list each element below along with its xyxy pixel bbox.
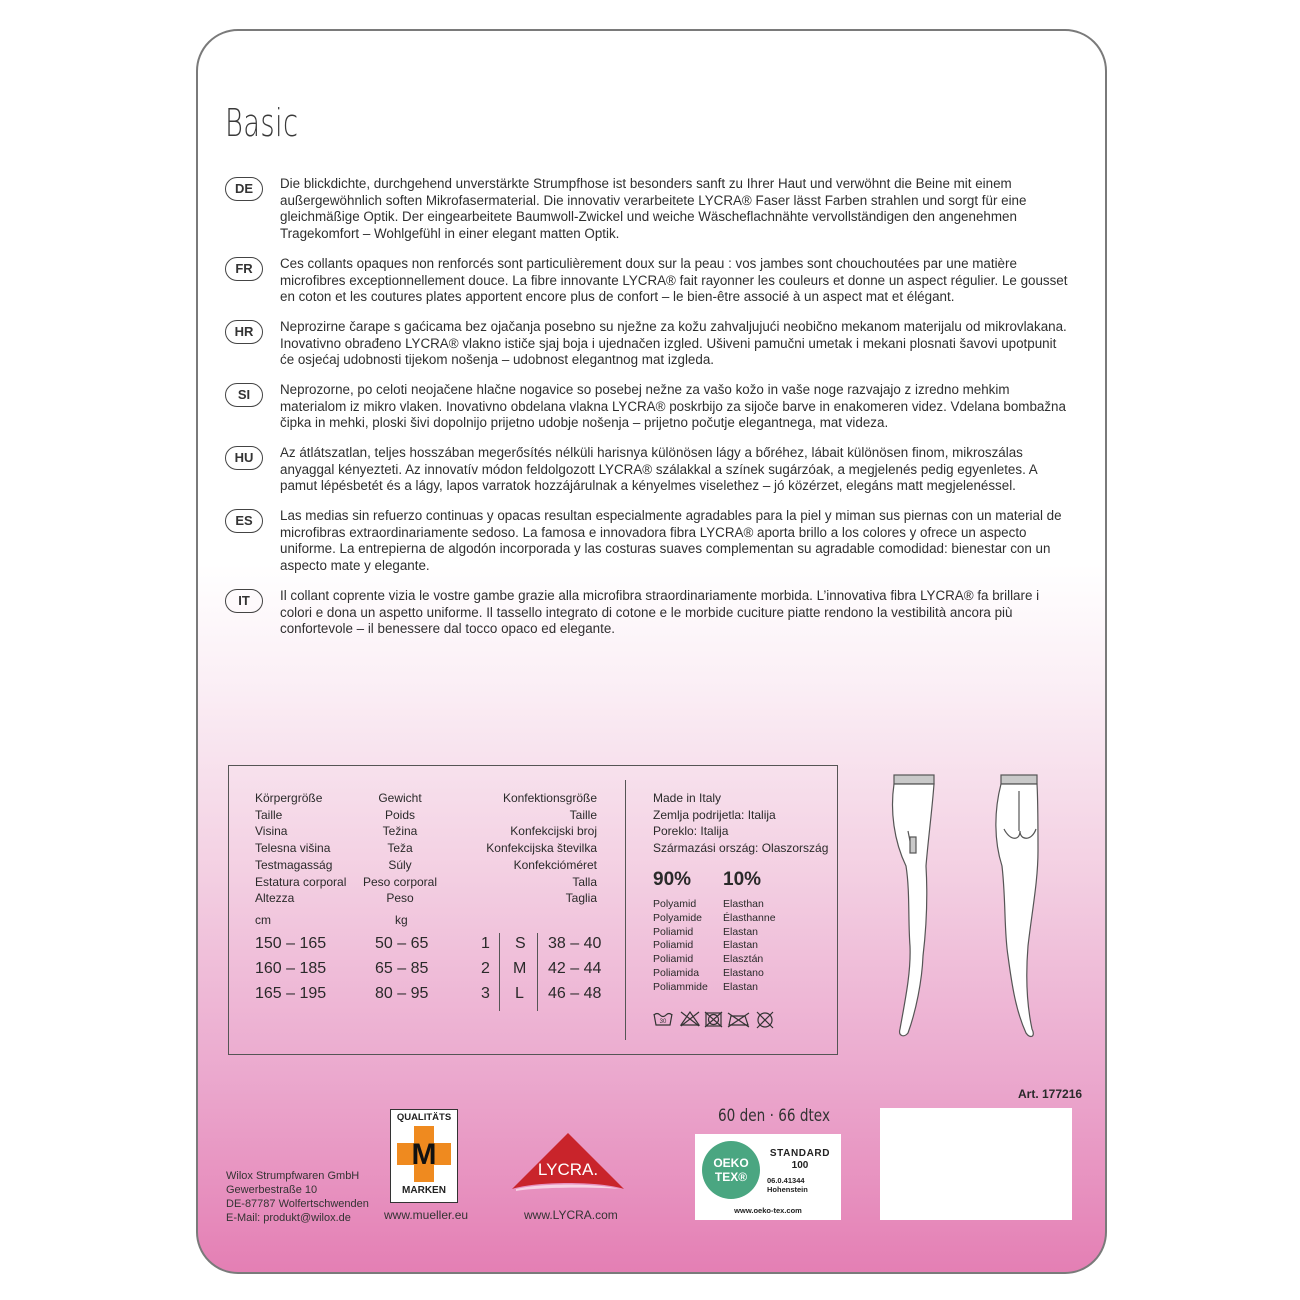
material2-pct: 10% xyxy=(723,869,762,890)
table-divider xyxy=(625,780,626,1040)
care-symbols xyxy=(653,1010,783,1030)
lang-text: Ces collants opaques non renforcés sont particulièrement doux sur la peau : vos jambes sont chouchoutées par une matière microfibres exceptionnellement douce. La fibre innovante LYCRA® fait rayonner les couleurs et donne un aspect régulier. Le gousset en coton et les coutures plates apportent encore plus de confort – le bien-être associé à un aspect mat et élégant. xyxy=(280,256,1068,305)
mueller-cross-icon xyxy=(397,1126,451,1182)
lang-text: Die blickdichte, durchgehend unverstärkte Strumpfhose ist besonders sanft zu Ihrer Haut und verwöhnt die Beine mit einem außergewöhnlich soften Mikrofasermaterial. Die innovativ verarbeitete LYCRA® Faser lässt Farben strahlen und sorgt für eine gleichmäßige Optik. Der eingearbeitete Baumwoll-Zwickel und weiche Wäscheflachnähte vervollständigen den angenehmen Tragekomfort – Wohlgefühl in einer elegant matten Optik. xyxy=(280,176,1027,242)
height-unit: cm xyxy=(255,913,271,927)
row-letter: S xyxy=(515,935,526,952)
svg-text:30: 30 xyxy=(659,1019,667,1025)
no-bleach-icon xyxy=(681,1012,699,1026)
row-size: 42 – 44 xyxy=(548,960,602,977)
tights-illustration xyxy=(886,771,1056,1051)
size-table xyxy=(228,765,838,1055)
blank-label-area xyxy=(880,1108,1072,1220)
weight-unit: kg xyxy=(395,913,408,927)
lang-text: Neprozirne čarape s gaćicama bez ojačanja posebno su nježne za kožu zahvaljujući neobično mekanom materijalu od mikrovlakana. Inovativno obrađeno LYCRA® vlakno ističe sjaj boja i ujednačen izgled. Ušiveni pamučni umetak i mekani plosnati šavovi upotpunit će osjećaj udobnosti tijekom nošenja – udobnost elegantnog mat izgleda. xyxy=(280,319,1067,368)
lang-badge: IT xyxy=(225,589,263,613)
no-iron-icon xyxy=(728,1013,749,1027)
row-num: 2 xyxy=(481,960,490,977)
packaging-card xyxy=(196,29,1107,1274)
row-weight: 80 – 95 xyxy=(375,985,429,1002)
svg-text:LYCRA.: LYCRA. xyxy=(537,1160,599,1179)
row-num: 1 xyxy=(481,935,490,952)
lycra-logo-icon xyxy=(510,1131,626,1203)
row-size: 46 – 48 xyxy=(548,985,602,1002)
svg-text:OEKO: OEKO xyxy=(713,1156,749,1170)
size-header: Konfektionsgröße Taille Konfekcijski broj Konfekcijska številka Konfekcióméret Talla Taglia xyxy=(486,791,597,906)
row-size: 38 – 40 xyxy=(548,935,602,952)
svg-text:TEX®: TEX® xyxy=(714,1170,748,1184)
lang-badge: ES xyxy=(225,509,263,533)
lang-text: Il collant coprente vizia le vostre gambe grazie alla microfibra straordinariamente morbida. L’innovativa fibra LYCRA® fa brillare i colori e dona un aspetto uniforme. Il tassello integrato di cotone e le morbide cuciture piatte rendono la vestibilità ancora più confortevole – il benessere dal tocco opaco ed elegante. xyxy=(280,588,1040,637)
tights-front-icon xyxy=(893,775,935,1036)
product-title: Basic xyxy=(225,101,299,145)
lang-badge: HR xyxy=(225,320,263,344)
svg-text:M: M xyxy=(411,1138,437,1171)
row-letter: M xyxy=(513,960,527,977)
lang-text: Las medias sin refuerzo continuas y opacas resultan especialmente agradables para la piel y miman sus piernas con un material de microfibras extraordinariamente sedoso. La famosa e innovadora fibra LYCRA® aporta brillo a los colores y ofrece un aspecto uniforme. La entrepierna de algodón incorporada y las costuras suaves complementan su agradable comodidad: bienestar con un aspecto mate y elegante. xyxy=(280,508,1062,574)
size-divider xyxy=(537,933,538,1011)
lycra-url: www.LYCRA.com xyxy=(524,1208,618,1222)
tights-back-icon xyxy=(996,775,1038,1036)
row-height: 165 – 195 xyxy=(255,985,327,1002)
row-weight: 65 – 85 xyxy=(375,960,429,977)
oeko-tex-badge-icon xyxy=(701,1140,761,1200)
row-weight: 50 – 65 xyxy=(375,935,429,952)
lang-badge: FR xyxy=(225,257,263,281)
lang-badge: HU xyxy=(225,446,263,470)
mueller-logo: QUALITÄTS M MARKEN xyxy=(390,1109,458,1203)
article-number: Art. 177216 xyxy=(1018,1087,1083,1101)
oeko-tex-label: OEKO TEX® STANDARD 100 06.0.41344 Hohenstein www.oeko-tex.com xyxy=(695,1134,841,1220)
material1-pct: 90% xyxy=(653,869,692,890)
row-num: 3 xyxy=(481,985,490,1002)
row-letter: L xyxy=(515,985,524,1002)
height-header: Körpergröße Taille Visina Telesna višina Testmagasság Estatura corporal Altezza xyxy=(255,791,347,906)
row-height: 150 – 165 xyxy=(255,935,327,952)
origin-info: Made in Italy Zemlja podrijetla: Italija Poreklo: Italija Származási ország: Olaszország xyxy=(653,791,829,856)
lang-badge: SI xyxy=(225,383,263,407)
weight-header: Gewicht Poids Težina Teža Súly Peso corporal Peso xyxy=(362,791,438,906)
no-dry-clean-icon xyxy=(757,1012,773,1028)
lang-text: Neprozorne, po celoti neojačene hlačne nogavice so posebej nežne za vašo kožo in vaše noge razvajajo z izredno mehkim materialom iz mikro vlaken. Inovativno obdelana vlakna LYCRA® poskrbijo za sijoče barve in enakomeren videz. Vdelana bombažna čipka in mehki, ploski šivi dopolnijo prijetno udobje nošenja – prijetno počutje elegantnega, mat videza. xyxy=(280,382,1066,431)
size-divider xyxy=(499,933,500,1011)
material2-names: Elasthan Élasthanne Elastan Elastan Elasztán Elastano Elastan xyxy=(723,898,776,993)
material1-names: Polyamid Polyamide Poliamid Poliamid Poliamid Poliamida Poliammide xyxy=(653,898,708,993)
denier-label: 60 den · 66 dtex xyxy=(718,1106,830,1126)
company-address: Wilox Strumpfwaren GmbH Gewerbestraße 10 DE-87787 Wolfertschwenden E-Mail: produkt@wilox.de xyxy=(226,1170,369,1224)
no-tumble-dry-icon xyxy=(705,1012,722,1027)
mueller-url: www.mueller.eu xyxy=(384,1208,469,1222)
row-height: 160 – 185 xyxy=(255,960,327,977)
wash-30-icon xyxy=(654,1014,672,1026)
lang-badge: DE xyxy=(225,177,263,201)
lang-text: Az átlátszatlan, teljes hosszában megerősítés nélküli harisnya különösen lágy a bőréhez, lábait különösen finom, mikroszálas anyaggal kényezteti. Az innovatív módon feldolgozott LYCRA® szálakkal a színek sugárzóak, a megjelenés pedig egyenletes. A pamut lépésbetét és a lágy, lapos varratok hozzájárulnak a kényelmes viselethez – jó közérzet, elegáns matt megjelenéssel. xyxy=(280,445,1037,494)
